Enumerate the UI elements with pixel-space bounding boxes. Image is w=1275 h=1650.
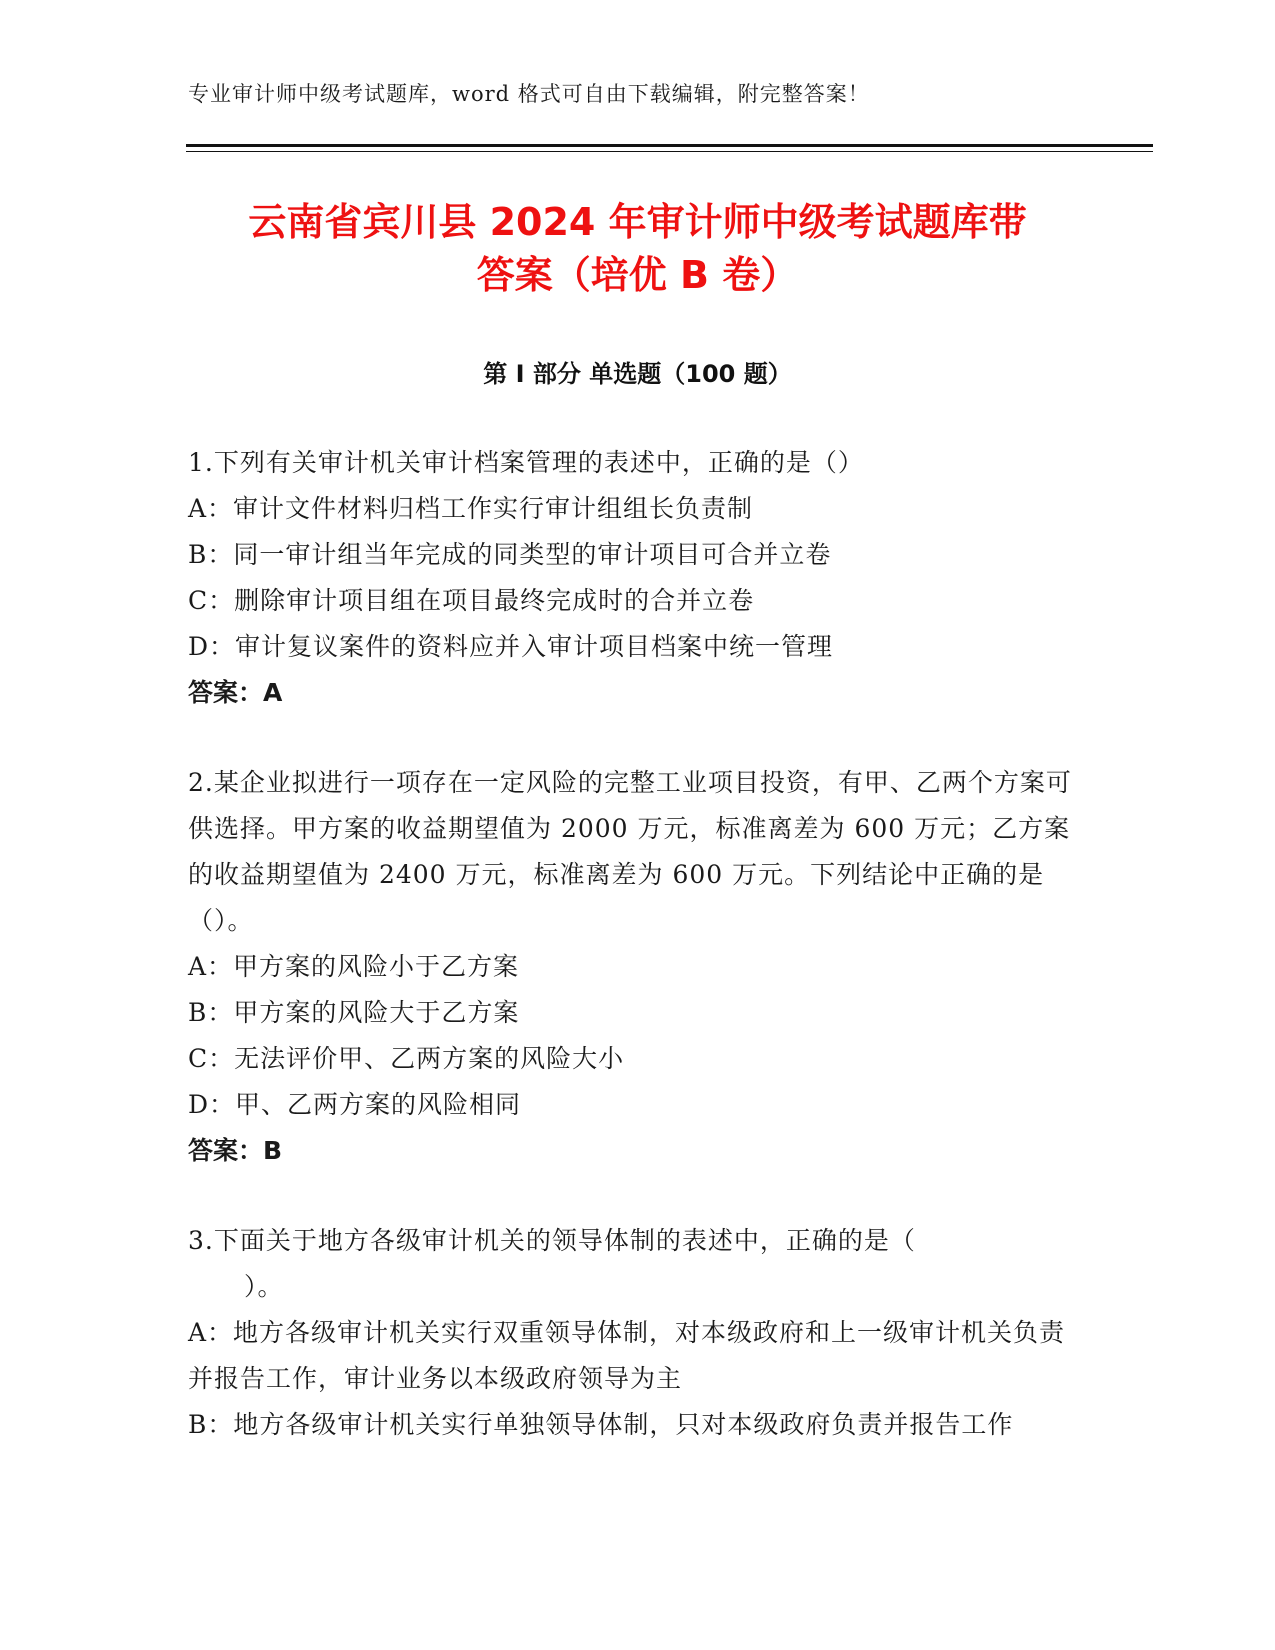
- document-title: [150, 196, 1125, 302]
- option-c: C：删除审计项目组在项目最终完成时的合并立卷: [188, 586, 755, 615]
- question-stem: 3.下面关于地方各级审计机关的领导体制的表述中，正确的是（: [188, 1226, 916, 1255]
- answer: 答案：A: [188, 678, 283, 707]
- option-a: A：地方各级审计机关实行双重领导体制，对本级政府和上一级审计机关负责并报告工作，审计业务以本级政府领导为主: [188, 1318, 1066, 1393]
- question-1: [188, 440, 1078, 716]
- question-list: [188, 440, 1078, 1492]
- question-2: [188, 760, 1078, 1174]
- header-rule-thick: [186, 144, 1153, 147]
- question-stem: 2.某企业拟进行一项存在一定风险的完整工业项目投资，有甲、乙两个方案可供选择。甲方案的收益期望值为 2000 万元，标准离差为 600 万元；乙方案的收益期望值为 2400 万元，标准离差为 600 万元。下列结论中正确的是（）。: [188, 768, 1072, 935]
- option-a: A：甲方案的风险小于乙方案: [188, 952, 520, 981]
- answer: 答案：B: [188, 1136, 283, 1165]
- question-3: [188, 1218, 1078, 1448]
- option-b: B：同一审计组当年完成的同类型的审计项目可合并立卷: [188, 540, 832, 569]
- header-note: 专业审计师中级考试题库，word 格式可自由下载编辑，附完整答案！: [188, 82, 870, 106]
- section-title: 第 I 部分 单选题（100 题）: [483, 360, 792, 388]
- option-d: D：甲、乙两方案的风险相同: [188, 1090, 522, 1119]
- question-stem-continued: ）。: [244, 1272, 284, 1301]
- header-rule-thin: [186, 151, 1153, 152]
- document-title-line-1: 云南省宾川县 2024 年审计师中级考试题库带: [248, 200, 1027, 244]
- question-stem: 1.下列有关审计机关审计档案管理的表述中，正确的是（）: [188, 448, 864, 477]
- option-d: D：审计复议案件的资料应并入审计项目档案中统一管理: [188, 632, 834, 661]
- option-c: C：无法评价甲、乙两方案的风险大小: [188, 1044, 625, 1073]
- document-title-line-2: 答案（培优 B 卷）: [476, 253, 799, 297]
- option-b: B：甲方案的风险大于乙方案: [188, 998, 520, 1027]
- option-b: B：地方各级审计机关实行单独领导体制，只对本级政府负责并报告工作: [188, 1410, 1014, 1439]
- option-a: A：审计文件材料归档工作实行审计组组长负责制: [188, 494, 754, 523]
